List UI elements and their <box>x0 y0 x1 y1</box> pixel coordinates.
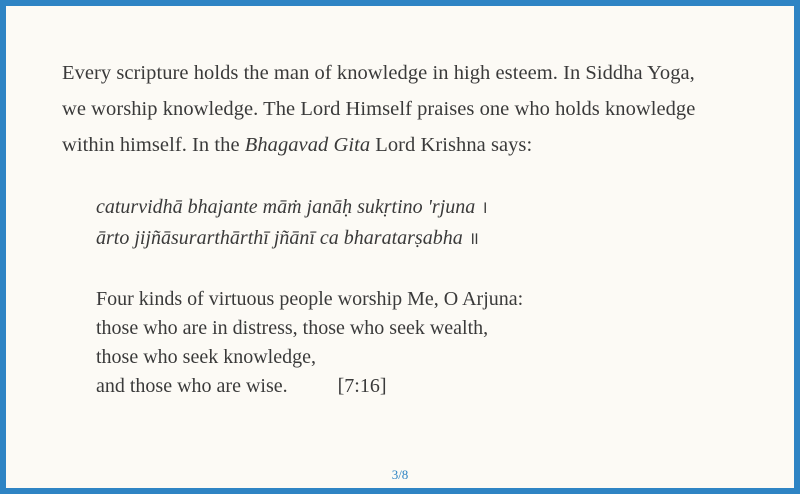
book-title: Bhagavad Gita <box>244 134 371 156</box>
intro-paragraph <box>62 55 762 163</box>
verse-line <box>96 192 489 223</box>
paragraph-line: Every scripture holds the man of knowledge in high esteem. In Siddha Yoga, <box>62 62 695 84</box>
double-danda-mark: ॥ <box>468 229 480 248</box>
translation-line: those who are in distress, those who seek wealth, <box>96 317 489 339</box>
paragraph-text: Lord Krishna says: <box>370 134 533 156</box>
translation-line: those who seek knowledge, <box>96 346 316 368</box>
verse-translation <box>96 285 523 401</box>
paragraph-line: we worship knowledge. The Lord Himself praises one who holds knowledge <box>62 98 696 120</box>
verse-text: ārto jijñāsurarthārthī jñānī ca bharatarṣabha <box>96 227 463 249</box>
page-content <box>6 6 794 488</box>
page-indicator: 3/8 <box>391 467 409 482</box>
danda-mark: । <box>481 198 489 217</box>
translation-line <box>96 372 523 401</box>
paragraph-text: within himself. In the <box>62 134 245 156</box>
verse-reference: [7:16] <box>337 375 387 397</box>
sanskrit-verse <box>96 192 489 254</box>
translation-line: Four kinds of virtuous people worship Me, O Arjuna: <box>96 288 524 310</box>
paragraph-line <box>62 127 762 163</box>
verse-line <box>96 223 489 254</box>
translation-text: and those who are wise. <box>96 375 288 397</box>
verse-text: caturvidhā bhajante māṁ janāḥ sukṛtino 'rjuna <box>96 196 476 218</box>
